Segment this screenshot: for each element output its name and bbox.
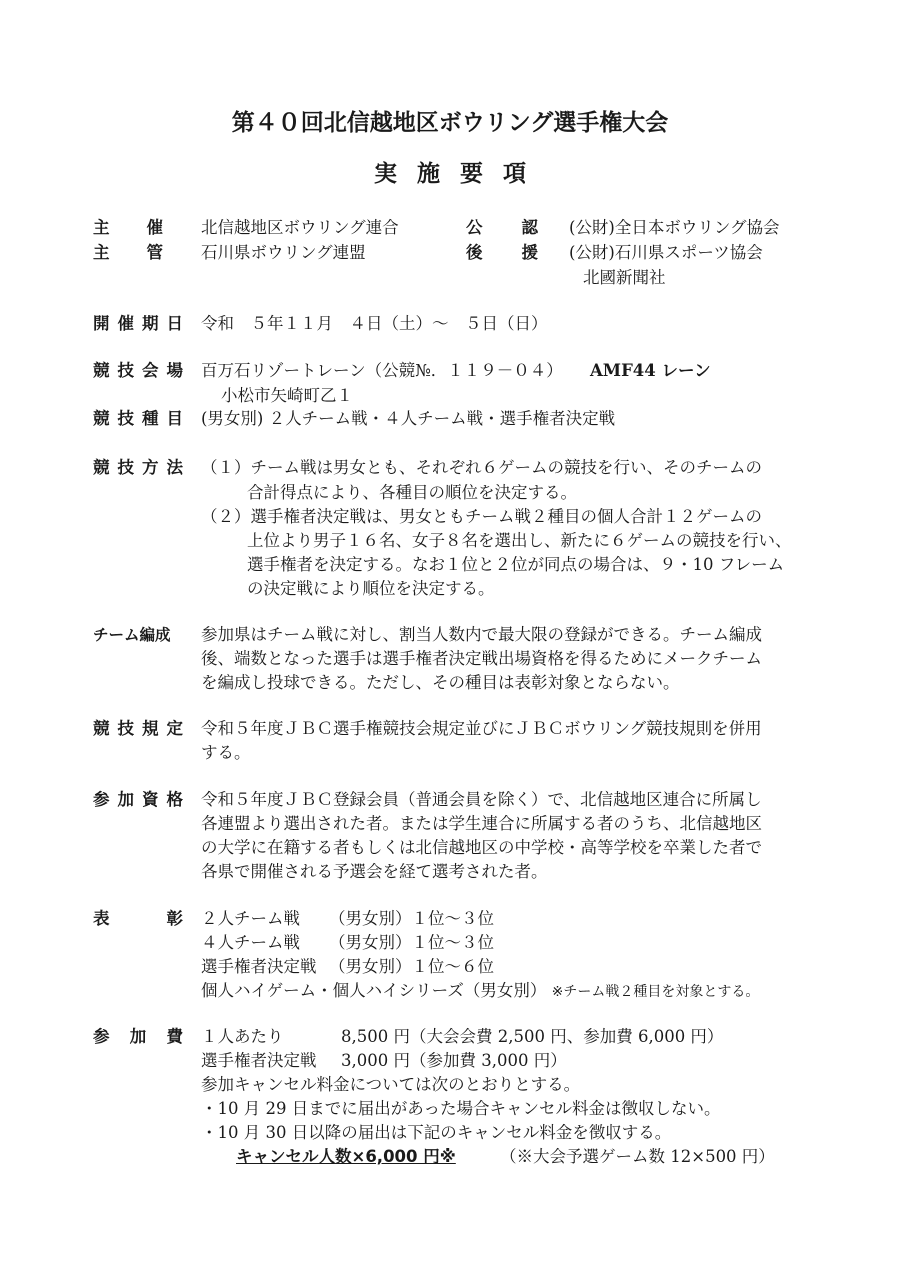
- fee-per-person-label: １人あたり: [201, 1027, 284, 1046]
- approval-label: 公 認: [466, 218, 538, 237]
- award-name: ２人チーム戦: [201, 909, 300, 928]
- manager-label: 主 管: [93, 243, 163, 262]
- host-value: 北信越地区ボウリング連合: [201, 218, 399, 237]
- rules-line-2: する。: [201, 743, 251, 762]
- cancel-rule-1: ・10 月 29 日までに届出があった場合キャンセル料金は徴収しない。: [201, 1099, 721, 1118]
- eligibility-line-3: の大学に在籍する者もしくは北信越地区の中学校・高等学校を卒業した者で: [201, 838, 762, 857]
- team-label: チーム編成: [93, 626, 171, 644]
- fee-final-detail: （参加費 3,000 円）: [409, 1051, 567, 1070]
- method-line-1: （１）チーム戦は男女とも、それぞれ６ゲームの競技を行い、そのチームの: [201, 458, 762, 477]
- eligibility-line-4: 各県で開催される予選会を経て選考された者。: [201, 862, 548, 881]
- approval-value: (公財)全日本ボウリング協会: [569, 218, 780, 237]
- award-rank: １位～６位: [411, 957, 494, 976]
- cancel-intro: 参加キャンセル料金については次のとおりとする。: [201, 1075, 581, 1094]
- method-label: 競 技 方 法: [93, 458, 183, 477]
- award-name: ４人チーム戦: [201, 933, 300, 952]
- cancel-note: （※大会予選ゲーム数 12×500 円）: [500, 1147, 775, 1166]
- eligibility-line-1: 令和５年度ＪＢＣ登録会員（普通会員を除く）で、北信越地区連合に所属し: [201, 790, 762, 809]
- fees-label: 参 加 費: [93, 1027, 183, 1046]
- support-value-2: 北國新聞社: [583, 268, 666, 287]
- fee-per-person: [201, 1024, 723, 1050]
- manager-value: 石川県ボウリング連盟: [201, 243, 366, 262]
- events-label: 競 技 種 目: [93, 409, 183, 428]
- team-line-1: 参加県はチーム戦に対し、割当人数内で最大限の登録ができる。チーム編成: [201, 625, 762, 644]
- award-category: （男女別）: [329, 933, 412, 952]
- support-label: 後 援: [466, 243, 538, 262]
- method-line-4: 上位より男子１６名、女子８名を選出し、新たに６ゲームの競技を行い、: [247, 531, 792, 550]
- fee-final-label: 選手権者決定戦: [201, 1051, 317, 1070]
- method-line-5: 選手権者を決定する。なお１位と２位が同点の場合は、９・10 フレーム: [247, 555, 785, 574]
- dates-label: 開 催 期 日: [93, 314, 183, 333]
- award-name: 選手権者決定戦: [201, 957, 317, 976]
- venue-label: 競 技 会 場: [93, 361, 183, 380]
- award-row: [201, 954, 494, 980]
- venue-lanes: AMF44 レーン: [590, 361, 711, 380]
- award-individual-note: ※チーム戦２種目を対象とする。: [551, 984, 760, 1000]
- award-rank: １位～３位: [411, 933, 494, 952]
- method-line-6: の決定戦により順位を決定する。: [247, 579, 495, 598]
- award-category: （男女別）: [329, 909, 412, 928]
- award-row: [201, 906, 494, 932]
- eligibility-line-2: 各連盟より選出された者。または学生連合に所属する者のうち、北信越地区: [201, 814, 762, 833]
- award-individual: [201, 978, 759, 1005]
- dates-value: 令和 ５年１１月 ４日（土）～ ５日（日）: [201, 314, 548, 333]
- cancel-rule-2: ・10 月 30 日以降の届出は下記のキャンセル料金を徴収する。: [201, 1123, 672, 1142]
- eligibility-label: 参 加 資 格: [93, 790, 183, 809]
- fee-per-person-detail: （大会会費 2,500 円、参加費 6,000 円）: [409, 1027, 724, 1046]
- awards-label: 表 彰: [93, 909, 183, 928]
- cancel-formula: キャンセル人数×6,000 円※: [236, 1147, 456, 1166]
- support-value-1: (公財)石川県スポーツ協会: [569, 243, 763, 262]
- award-rank: １位～３位: [411, 909, 494, 928]
- award-category: （男女別）: [329, 957, 412, 976]
- award-individual-text: 個人ハイゲーム・個人ハイシリーズ（男女別）: [201, 981, 547, 1000]
- rules-line-1: 令和５年度ＪＢＣ選手権競技会規定並びにＪＢＣボウリング競技規則を併用: [201, 719, 762, 738]
- team-line-2: 後、端数となった選手は選手権者決定戦出場資格を得るためにメークチーム: [201, 649, 762, 668]
- host-label: 主 催: [93, 218, 163, 237]
- team-line-3: を編成し投球できる。ただし、その種目は表彰対象とならない。: [201, 673, 680, 692]
- award-row: [201, 930, 494, 956]
- venue-address: 小松市矢崎町乙１: [221, 386, 353, 405]
- venue-name: 百万石リゾートレーン（公競№．１１９－０４）: [201, 361, 563, 380]
- rules-label: 競 技 規 定: [93, 719, 183, 738]
- document-title: 第４０回北信越地区ボウリング選手権大会: [231, 110, 669, 136]
- method-line-2: 合計得点により、各種目の順位を決定する。: [247, 483, 577, 502]
- fee-per-person-amount: 8,500 円: [341, 1027, 410, 1046]
- method-line-3: （２）選手権者決定戦は、男女ともチーム戦２種目の個人合計１２ゲームの: [201, 507, 762, 526]
- fee-final-amount: 3,000 円: [341, 1051, 410, 1070]
- fee-final: [201, 1048, 567, 1074]
- events-value: (男女別) ２人チーム戦・４人チーム戦・選手権者決定戦: [201, 409, 616, 428]
- document-subtitle: 実施要項: [374, 161, 546, 187]
